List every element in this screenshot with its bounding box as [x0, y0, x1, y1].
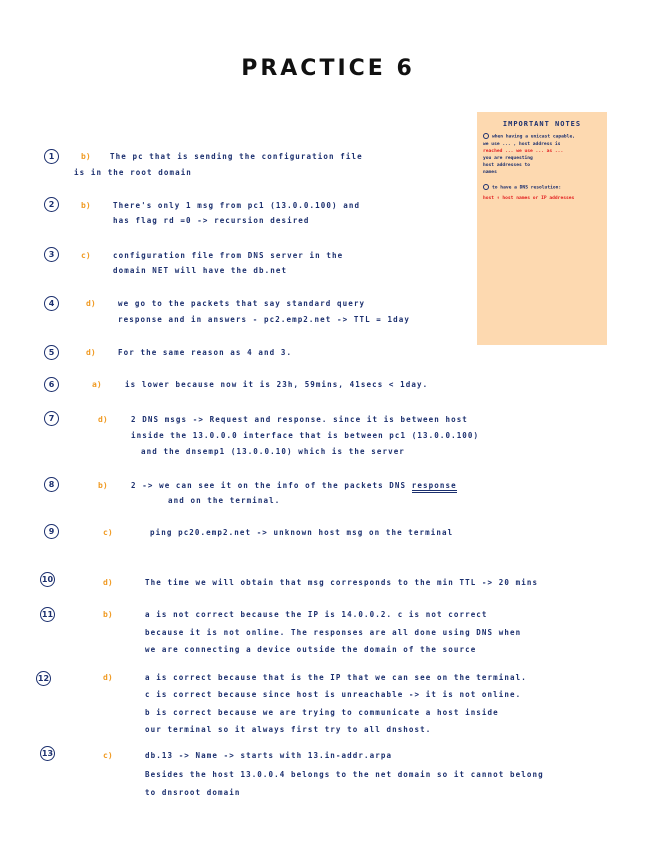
important-notes-box: [477, 112, 607, 345]
underlined-word: response: [412, 481, 457, 493]
question-number-badge: 4: [44, 296, 59, 311]
answer-line: The pc that is sending the configuration file: [110, 152, 363, 161]
answer-line: to dnsroot domain: [145, 788, 241, 797]
note-1-line: you are requesting: [483, 155, 533, 161]
answer-letter: d): [103, 578, 113, 587]
answer-line: The time we will obtain that msg corresponds to the min TTL -> 20 mins: [145, 578, 539, 587]
answer-line: 2 -> we can see it on the info of the packets DNS response: [131, 481, 457, 490]
question-number-badge: 3: [44, 247, 59, 262]
answer-letter: c): [103, 528, 113, 537]
answer-line: c is correct because since host is unreachable -> it is not online.: [145, 690, 522, 699]
answer-line: Besides the host 13.0.0.4 belongs to the net domain so it cannot belong: [145, 770, 544, 779]
note-1-line: reached ... we use ... as ...: [483, 148, 564, 154]
answer-line: a is correct because that is the IP that we can see on the terminal.: [145, 673, 527, 682]
answer-line: response and in answers - pc2.emp2.net -> TTL = 1day: [118, 315, 410, 324]
answer-line: because it is not online. The responses are all done using DNS when: [145, 628, 522, 637]
answer-line: There's only 1 msg from pc1 (13.0.0.100) and: [113, 201, 361, 210]
answer-letter: b): [81, 201, 91, 210]
note-1-line: names: [483, 169, 497, 175]
answer-line: For the same reason as 4 and 3.: [118, 348, 293, 357]
answer-letter: d): [86, 299, 96, 308]
answer-line: ping pc20.emp2.net -> unknown host msg on the terminal: [150, 528, 454, 537]
question-number-badge: 6: [44, 377, 59, 392]
answer-line: is lower because now it is 23h, 59mins, 41secs < 1day.: [125, 380, 429, 389]
question-number-badge: 7: [44, 411, 59, 426]
answer-letter: b): [98, 481, 108, 490]
notes-title: IMPORTANT NOTES: [502, 120, 582, 128]
answer-line: and on the terminal.: [168, 496, 281, 505]
answer-line: we go to the packets that say standard query: [118, 299, 366, 308]
answer-line: we are connecting a device outside the domain of the source: [145, 645, 477, 654]
answer-line: b is correct because we are trying to communicate a host inside: [145, 708, 499, 717]
answer-line: db.13 -> Name -> starts with 13.in-addr.arpa: [145, 751, 393, 760]
note-2-line: to have a DNS resolution:: [483, 184, 601, 192]
answer-letter: a): [92, 380, 102, 389]
page-title: PRACTICE 6: [241, 56, 415, 81]
answer-letter: b): [103, 610, 113, 619]
answer-letter: c): [103, 751, 113, 760]
answer-line: 2 DNS msgs -> Request and response. since it is between host: [131, 415, 468, 424]
note-2-line: host ↑ host names or IP addresses: [483, 196, 575, 201]
answer-letter: b): [81, 152, 91, 161]
question-number-badge: 12: [36, 671, 51, 686]
question-number-badge: 5: [44, 345, 59, 360]
answer-line: our terminal so it always first try to all dnshost.: [145, 725, 432, 734]
answer-line: and the dnsemp1 (13.0.0.10) which is the server: [141, 447, 405, 456]
question-number-badge: 9: [44, 524, 59, 539]
answer-line: configuration file from DNS server in the: [113, 251, 344, 260]
question-number-badge: 11: [40, 607, 55, 622]
answer-letter: c): [81, 251, 91, 260]
question-number-badge: 2: [44, 197, 59, 212]
answer-letter: d): [98, 415, 108, 424]
answer-line: has flag rd =0 -> recursion desired: [113, 216, 310, 225]
answer-line: is in the root domain: [74, 168, 192, 177]
question-number-badge: 13: [40, 746, 55, 761]
question-number-badge: 10: [40, 572, 55, 587]
answer-line: inside the 13.0.0.0 interface that is between pc1 (13.0.0.100): [131, 431, 480, 440]
answer-line: domain NET will have the db.net: [113, 266, 288, 275]
note-1-line: when having a unicast capable,: [483, 133, 601, 141]
question-number-badge: 1: [44, 149, 59, 164]
answer-letter: d): [86, 348, 96, 357]
answer-letter: d): [103, 673, 113, 682]
question-number-badge: 8: [44, 477, 59, 492]
answer-line: a is not correct because the IP is 14.0.0.2. c is not correct: [145, 610, 488, 619]
note-bullet-1-icon: [483, 133, 489, 139]
note-bullet-2-icon: [483, 184, 489, 190]
note-1-line: we use ... , host address is: [483, 141, 561, 147]
note-1-line: host addresses to: [483, 162, 531, 168]
